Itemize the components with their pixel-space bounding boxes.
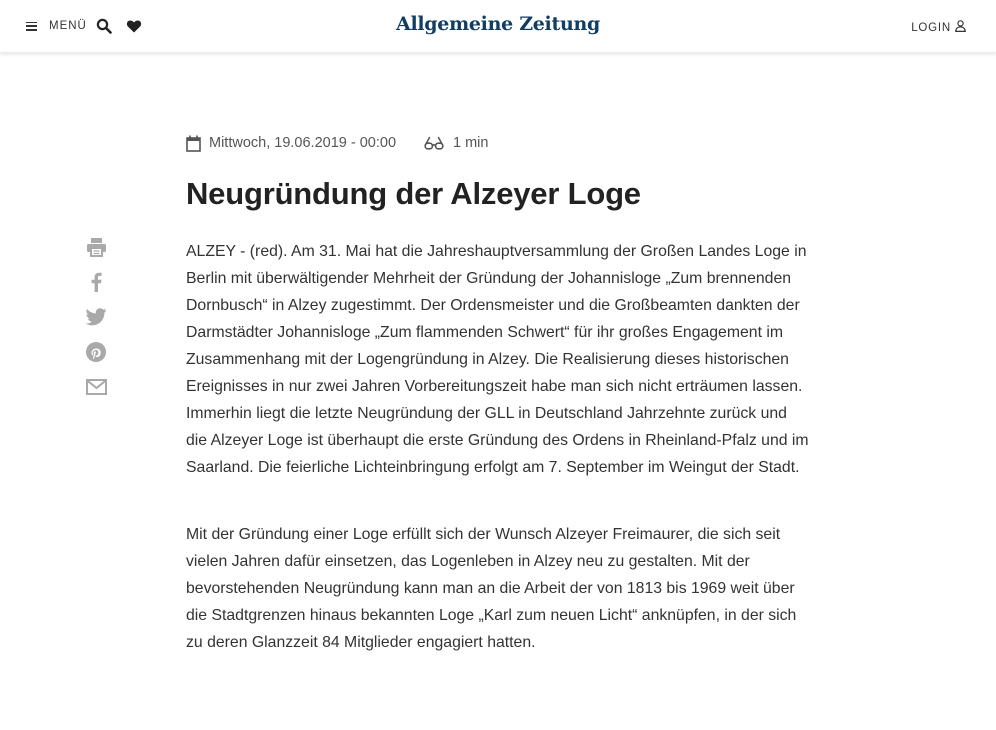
pinterest-icon[interactable] (84, 341, 108, 363)
site-logo[interactable]: Allgemeine Zeitung (396, 13, 600, 35)
site-header (0, 0, 996, 53)
facebook-icon[interactable] (84, 271, 108, 293)
twitter-icon[interactable] (84, 306, 108, 328)
login-label: LOGIN (911, 22, 951, 34)
mail-icon[interactable] (84, 376, 108, 398)
calendar-icon (186, 135, 201, 152)
article-meta (186, 133, 488, 153)
reading-time: 1 min (453, 135, 489, 151)
article-title: Neugründung der Alzeyer Loge (186, 176, 641, 211)
article-date: Mittwoch, 19.06.2019 - 00:00 (209, 135, 397, 151)
share-bar (84, 236, 108, 411)
login-button[interactable] (911, 19, 966, 37)
reading-glasses-icon (424, 136, 444, 150)
print-icon[interactable] (84, 236, 108, 258)
user-icon (955, 19, 966, 37)
article-paragraph: Mit der Gründung einer Loge erfüllt sich der Wunsch Alzeyer Freimaurer, die sich seit vielen Jahren dafür einsetzen, das Logenleben in Alzey neu zu gestalten. Mit der bevorstehenden Neugründung kann man an die Arbeit der von 1813 bis 1969 weit über die Stadtgrenzen hinaus bekannten Loge „Karl zum neuen Licht“ anknüpfen, in der sich zu deren Glanzzeit 84 Mitglieder engagiert hatten. (186, 526, 797, 651)
menu-label: MENÜ (49, 20, 87, 32)
article-body (186, 238, 811, 656)
article-paragraph: ALZEY - (red). Am 31. Mai hat die Jahreshauptversammlung der Großen Landes Loge in Berlin mit überwältigender Mehrheit der Gründung der Johannisloge „Zum brennenden Dornbusch“ in Alzey zugestimmt. Der Ordensmeister und die Großbeamten dankten der Darmstädter Johannisloge „Zum flammenden Schwert“ für ihr großes Engagement im Zusammenhang mit der Logengründung in Alzey. Die Realisierung dieses historischen Ereignisses in nur zwei Jahren Vorbereitungszeit habe man sich nicht erträumen lassen. Immerhin liegt die letzte Neugründung der GLL in Deutschland Jahrzehnte zurück und die Alzeyer Loge ist überhaupt die erste Gründung des Ordens in Rheinland-Pfalz und im Saarland. Die feierliche Lichteinbringung erfolgt am 7. September im Weingut der Stadt. (186, 243, 809, 476)
